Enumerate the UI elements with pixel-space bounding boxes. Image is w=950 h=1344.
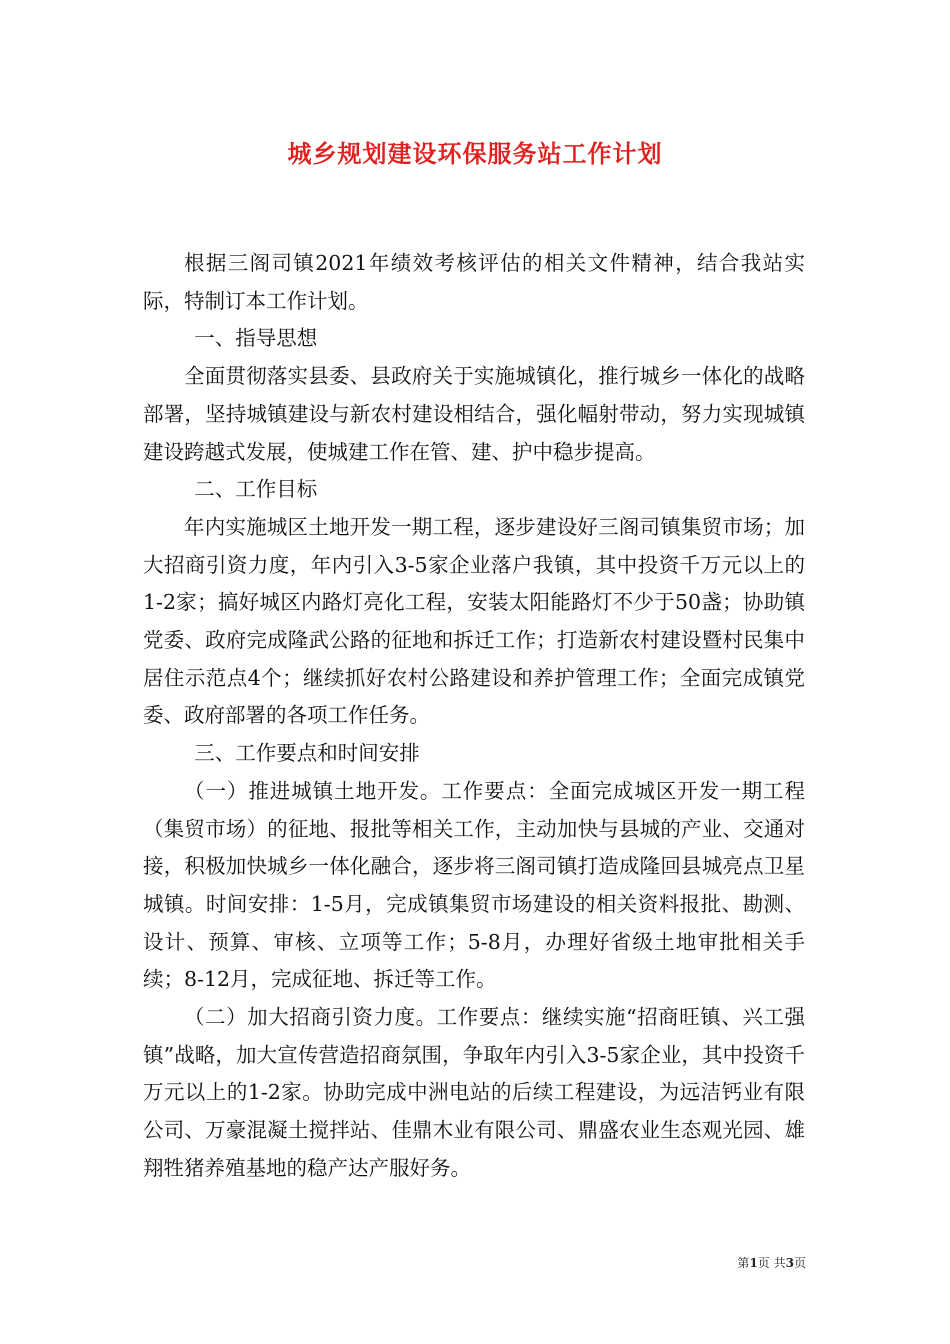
section-heading-key-points-schedule: 三、工作要点和时间安排 — [194, 741, 420, 766]
document-title: 城乡规划建设环保服务站工作计划 — [287, 139, 663, 168]
footer-prefix: 第 — [737, 1256, 750, 1270]
footer-suffix: 页 — [793, 1256, 806, 1270]
key-point-land-development-paragraph: （一）推进城镇土地开发。工作要点：全面完成城区开发一期工程（集贸市场）的征地、报批等相关工作，主动加快与县城的产业、交通对接，积极加快城乡一体化融合，逐步将三阁司镇打造成隆回县城亮点卫星城镇。时间安排：1-5月，完成镇集贸市场建设的相关资料报批、勘测、设计、预算、审核、立项等工作；5-8月，办理好省级土地审批相关手续；8-12月，完成征地、拆迁等工作。 — [143, 778, 805, 992]
total-page-number: 3 — [785, 1256, 794, 1270]
section-heading-guiding-thought: 一、指导思想 — [194, 326, 318, 351]
document-body — [143, 245, 805, 1188]
key-point-investment-paragraph: （二）加大招商引资力度。工作要点：继续实施“招商旺镇、兴工强镇”战略，加大宣传营造招商氛围，争取年内引入3-5家企业，其中投资千万元以上的1-2家。协助完成中洲电站的后续工程建设，为远洁钙业有限公司、万豪混凝土搅拌站、佳鼎木业有限公司、鼎盛农业生态观光园、雄翔牲猪养殖基地的稳产达产服好务。 — [143, 1005, 805, 1180]
page-number-footer — [0, 1254, 806, 1271]
footer-middle: 页 共 — [757, 1256, 786, 1270]
guiding-thought-paragraph: 全面贯彻落实县委、县政府关于实施城镇化，推行城乡一体化的战略部署，坚持城镇建设与新农村建设相结合，强化幅射带动，努力实现城镇建设跨越式发展，使城建工作在管、建、护中稳步提高。 — [143, 364, 805, 464]
intro-paragraph: 根据三阁司镇2021年绩效考核评估的相关文件精神，结合我站实际，特制订本工作计划。 — [143, 251, 805, 313]
section-heading-work-goals: 二、工作目标 — [194, 477, 318, 502]
work-goals-paragraph: 年内实施城区土地开发一期工程，逐步建设好三阁司镇集贸市场；加大招商引资力度，年内引入3-5家企业落户我镇，其中投资千万元以上的1-2家；搞好城区内路灯亮化工程，安装太阳能路灯不少于50盏；协助镇党委、政府完成隆武公路的征地和拆迁工作；打造新农村建设暨村民集中居住示范点4个；继续抓好农村公路建设和养护管理工作；全面完成镇党委、政府部署的各项工作任务。 — [143, 514, 805, 728]
current-page-number: 1 — [749, 1256, 758, 1270]
